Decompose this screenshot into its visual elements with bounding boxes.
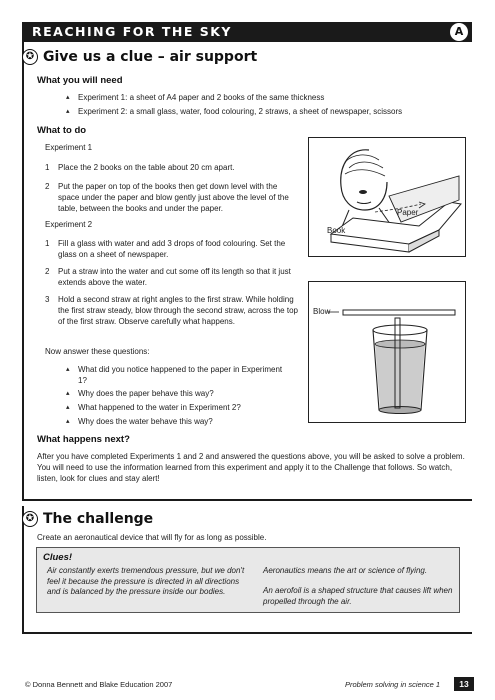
- todo-heading: What to do: [37, 125, 87, 136]
- step-item: 1 Place the 2 books on the table about 20 cm apart.: [45, 163, 235, 172]
- section1-title: ✪ Give us a clue – air support: [22, 48, 257, 66]
- experiment2-label: Experiment 2: [45, 220, 93, 229]
- need-item: ▴ Experiment 1: a sheet of A4 paper and 2 books of the same thickness: [78, 92, 468, 103]
- clue-right-1: Aeronautics means the art or science of flying.: [263, 566, 428, 575]
- step-item: 2 Put a straw into the water and cut some off its length so that it just extends above the water.: [45, 267, 291, 287]
- header-bar: [22, 22, 472, 42]
- need-item: ▴ Experiment 2: a small glass, water, food colouring, 2 straws, a sheet of newspaper, scissors: [78, 106, 468, 117]
- clues-box: [36, 547, 460, 613]
- clue-right-2: An aerofoil is a shaped structure that causes lift when propelled through the air.: [263, 586, 453, 606]
- copyright: © Donna Bennett and Blake Education 2007: [25, 680, 173, 689]
- paper-experiment-illustration: [309, 138, 465, 256]
- experiment1-label: Experiment 1: [45, 143, 93, 152]
- gear-icon: ✪: [22, 511, 38, 527]
- challenge-text: Create an aeronautical device that will fly for as long as possible.: [37, 533, 267, 542]
- paper-label: Paper: [397, 208, 419, 217]
- question-item: ▴ What happened to the water in Experiment 2?: [78, 402, 288, 413]
- step-item: 2 Put the paper on top of the books then get down level with the space under the paper and blow gently just above the level of the table, between the books and under the paper.: [45, 182, 289, 213]
- section1-rule: [22, 42, 24, 501]
- level-badge: A: [450, 23, 468, 41]
- figure-paper-experiment: [308, 137, 466, 257]
- question-item: ▴ What did you notice happened to the paper in Experiment 1?: [78, 364, 288, 386]
- clue-left: Air constantly exerts tremendous pressure, but we don't feel it because the pressure is directed in all directions and is balanced by the pressure inside our bodies.: [47, 566, 245, 596]
- questions-intro: Now answer these questions:: [45, 347, 150, 356]
- next-text: After you have completed Experiments 1 and 2 and answered the questions above, you will be asked to solve a problem. You will need to use the information learned from this experiment and apply it to the Challenge that follows. So watch, listen, look for clues and stay alert!: [37, 452, 465, 483]
- question-item: ▴ Why does the paper behave this way?: [78, 388, 288, 399]
- book-label: Book: [327, 226, 346, 235]
- blow-label: Blow: [313, 307, 331, 316]
- page-number: 13: [454, 677, 474, 691]
- need-heading: What you will need: [37, 75, 123, 86]
- book-title: Problem solving in science 1: [345, 680, 441, 689]
- section2-bottom-rule: [22, 632, 472, 634]
- straw-experiment-illustration: [309, 282, 465, 422]
- section1-bottom-rule: [22, 499, 472, 501]
- next-heading: What happens next?: [37, 434, 130, 445]
- section2-title: ✪ The challenge: [22, 510, 153, 528]
- step-item: 3 Hold a second straw at right angles to the first straw. While holding the first straw steady, blow through the second straw, across the top of the first straw. Observe carefully what happens.: [45, 295, 298, 326]
- header-title: REACHING FOR THE SKY: [32, 24, 232, 39]
- clues-title: Clues!: [43, 552, 73, 563]
- step-item: 1 Fill a glass with water and add 3 drops of food colouring. Set the glass on a sheet of newspaper.: [45, 239, 286, 259]
- figure-straw-experiment: [308, 281, 466, 423]
- gear-icon: ✪: [22, 49, 38, 65]
- question-item: ▴ Why does the water behave this way?: [78, 416, 288, 427]
